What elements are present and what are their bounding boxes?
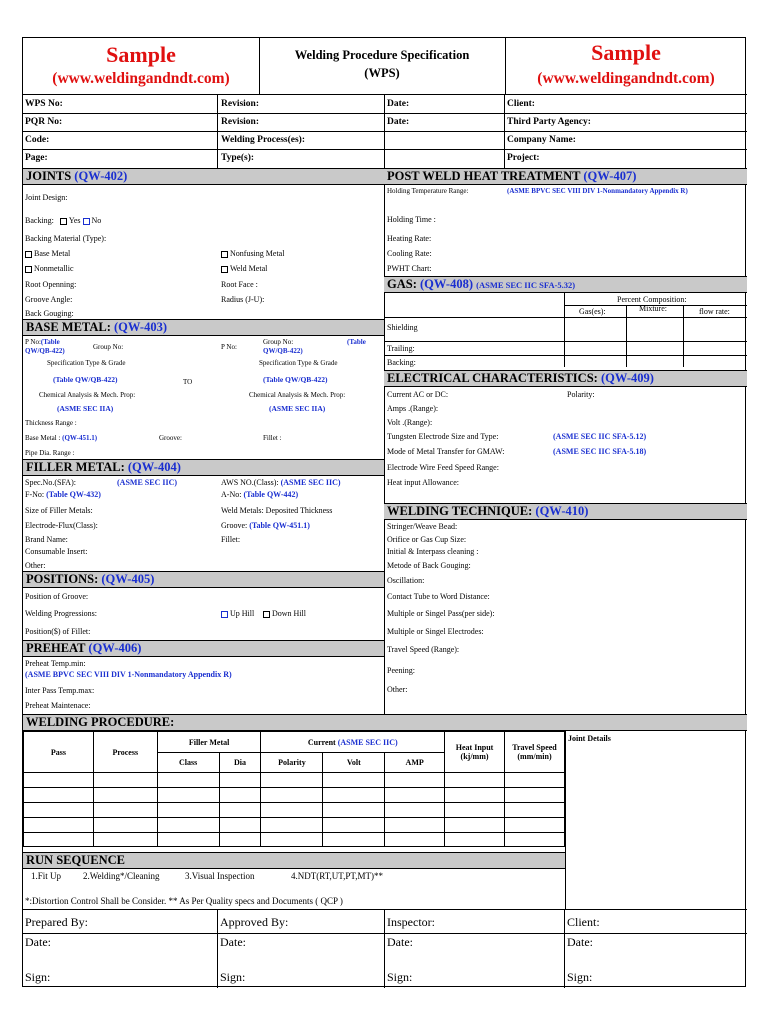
sign-label: Sign:: [387, 970, 413, 984]
aws-no-label: AWS NO.(Class): (ASME SEC IIC): [221, 478, 341, 487]
checkbox-icon[interactable]: [263, 611, 270, 618]
weld-metal-option[interactable]: Weld Metal: [221, 264, 267, 274]
dia-header: Dia: [219, 753, 261, 773]
interpass-label: Inter Pass Temp.max:: [25, 686, 95, 695]
amp-header: AMP: [385, 753, 445, 773]
filler-metal-header: Filler Metal: [157, 732, 261, 753]
process-header: Process: [93, 732, 157, 773]
code-label: Code:: [25, 135, 50, 145]
shielding-label: Shielding: [387, 323, 418, 332]
checkbox-icon[interactable]: [83, 218, 90, 225]
base-metal-thk-label: Base Metal : (QW-451.1): [25, 434, 98, 442]
types-label: Type(s):: [221, 153, 255, 163]
date-label: Date:: [567, 935, 593, 949]
sequence-step: 2.Welding*/Cleaning: [83, 871, 160, 881]
sequence-step: 4.NDT(RT,UT,PT,MT)**: [291, 871, 383, 881]
sequence-step: 3.Visual Inspection: [185, 871, 255, 881]
heat-input-header: Heat Input (kj/mm): [445, 732, 505, 773]
p-no-table-ref: QW/QB-422): [25, 347, 65, 355]
date-label: Date:: [220, 935, 246, 949]
down-hill-option[interactable]: Down Hill: [263, 609, 306, 619]
sign-label: Sign:: [567, 970, 593, 984]
page-label: Page:: [25, 153, 48, 163]
orifice-label: Orifice or Gas Cup Size:: [387, 535, 467, 544]
root-opening-label: Root Openning:: [25, 280, 77, 289]
pipe-dia-label: Pipe Dia. Range :: [25, 449, 75, 457]
p-no-label: P No:(Table: [25, 338, 60, 346]
url-right: (www.weldingandndt.com): [537, 70, 715, 87]
sample-right: Sample: [591, 40, 661, 65]
group-no-label: Group No:: [93, 343, 124, 351]
procedure-table: [23, 731, 565, 847]
flux-class-label: Electrode-Flux(Class):: [25, 521, 98, 530]
form-title-line2: (WPS): [364, 66, 400, 80]
checkbox-icon[interactable]: [221, 611, 228, 618]
polarity-header: Polarity: [261, 753, 323, 773]
groove-label: Groove: (Table QW-451.1): [221, 521, 310, 530]
checkbox-icon[interactable]: [221, 251, 228, 258]
filler-metal-header: FILLER METAL: (QW-404): [23, 459, 384, 476]
table-row: [24, 803, 565, 818]
chem-label: Chemical Analysis & Mech. Prop:: [249, 391, 346, 399]
preheat-header: PREHEAT (QW-406): [23, 640, 384, 657]
percent-comp-label: Percent Composition:: [617, 295, 687, 304]
chem-label: Chemical Analysis & Mech. Prop:: [39, 391, 136, 399]
fillet-position-label: Position($) of Fillet:: [25, 627, 91, 636]
fillet-label: Fillet:: [221, 535, 241, 544]
preheat-maint-label: Preheat Maintenace:: [25, 701, 91, 710]
volt-header: Volt: [323, 753, 385, 773]
run-sequence-header: RUN SEQUENCE: [23, 852, 565, 869]
class-header: Class: [157, 753, 219, 773]
preheat-min-label: Preheat Temp.min:: [25, 659, 86, 668]
multi-pass-label: Multiple or Singel Pass(per side):: [387, 609, 495, 618]
joint-design-label: Joint Design:: [25, 193, 68, 202]
procedure-header: WELDING PROCEDURE:: [23, 714, 747, 731]
tungsten-label: Tungsten Electrode Size and Type:: [387, 432, 499, 441]
volt-label: Volt .(Range):: [387, 418, 433, 427]
joint-details-label: Joint Details: [568, 734, 611, 743]
groove-angle-label: Groove Angle:: [25, 295, 73, 304]
prepared-by-label: Prepared By:: [25, 915, 88, 929]
trailing-label: Trailing:: [387, 344, 415, 353]
base-metal-header: BASE METAL: (QW-403): [23, 319, 384, 336]
back-gouging-label: Back Gouging:: [25, 309, 74, 318]
group-table-ref: (Table: [347, 338, 366, 346]
filler-size-label: Size of Filler Metals:: [25, 506, 93, 515]
revision-label: Revision:: [221, 117, 259, 127]
date-label: Date:: [387, 99, 410, 109]
group-no-label: Group No:: [263, 338, 294, 346]
gas-backing-label: Backing:: [387, 358, 416, 367]
back-gouging-method-label: Metode of Back Gouging:: [387, 561, 471, 570]
electrical-header: ELECTRICAL CHARACTERISTICS: (QW-409): [384, 370, 747, 387]
transfer-mode-label: Mode of Metal Transfer for GMAW:: [387, 447, 505, 456]
preheat-ref: (ASME BPVC SEC VIII DIV 1-Nonmandatory Appendix R): [25, 670, 232, 679]
sequence-step: 1.Fit Up: [31, 871, 62, 881]
checkbox-icon[interactable]: [25, 251, 32, 258]
up-hill-option[interactable]: Up Hill: [221, 609, 254, 619]
sign-label: Sign:: [220, 970, 246, 984]
positions-header: POSITIONS: (QW-405): [23, 571, 384, 588]
gases-label: Gas(es):: [579, 307, 606, 316]
welding-process-label: Welding Process(es):: [221, 135, 305, 145]
pwht-ref: (ASME BPVC SEC VIII DIV 1-Nonmandatory Appendix R): [507, 187, 688, 195]
sign-label: Sign:: [25, 970, 51, 984]
holding-time-label: Holding Time :: [387, 215, 436, 224]
contact-tube-label: Contact Tube to Word Distance:: [387, 592, 490, 601]
date-label: Date:: [387, 117, 410, 127]
nonmetallic-option[interactable]: Nonmetallic: [25, 264, 74, 274]
table-row: [24, 788, 565, 803]
checkbox-icon[interactable]: [60, 218, 67, 225]
groove-label: Groove:: [159, 434, 182, 442]
current-label: Current AC or DC:: [387, 390, 449, 399]
table-ref: (Table QW/QB-422): [263, 375, 328, 384]
sample-left: Sample: [106, 42, 176, 67]
project-label: Project:: [507, 153, 540, 163]
oscillation-label: Oscillation:: [387, 576, 425, 585]
peening-label: Peening:: [387, 666, 415, 675]
third-party-label: Third Party Agency:: [507, 117, 591, 127]
consumable-label: Consumable Insert:: [25, 547, 88, 556]
wire-feed-label: Electrode Wire Feed Speed Range:: [387, 463, 499, 472]
date-label: Date:: [387, 935, 413, 949]
group-table-ref: QW/QB-422): [263, 347, 303, 355]
client-signoff-label: Client:: [567, 915, 600, 929]
table-row: [24, 818, 565, 833]
heat-input-label: Heat input Allowance:: [387, 478, 459, 487]
form-title-line1: Welding Procedure Specification: [294, 48, 470, 62]
stringer-label: Stringer/Weave Bead:: [387, 522, 458, 531]
travel-speed-label: Travel Speed (Range):: [387, 645, 460, 654]
revision-label: Revision:: [221, 99, 259, 109]
table-row: [24, 773, 565, 788]
technique-other-label: Other:: [387, 685, 408, 694]
cooling-rate-label: Cooling Rate:: [387, 249, 432, 258]
heating-rate-label: Heating Rate:: [387, 234, 432, 243]
thickness-label: Thickness Range :: [25, 419, 77, 427]
pwht-header: POST WELD HEAT TREATMENT (QW-407): [384, 168, 747, 185]
polarity-label: Polarity:: [567, 390, 595, 399]
spec-type-label: Specification Type & Grade: [47, 359, 126, 367]
root-face-label: Root Face :: [221, 280, 258, 289]
distortion-note: *:Distortion Control Shall be Consider. ** As Per Quality specs and Documents ( QCP ): [25, 896, 343, 906]
asme-ref: (ASME SEC IIA): [269, 404, 326, 413]
backing-material-label: Backing Material (Type):: [25, 234, 107, 243]
cleaning-label: Initial & Interpass cleaning :: [387, 547, 479, 556]
brand-name-label: Brand Name:: [25, 535, 68, 544]
spec-type-label: Specification Type & Grade: [259, 359, 338, 367]
travel-speed-header: Travel Speed (mm/min): [505, 732, 565, 773]
inspector-label: Inspector:: [387, 915, 435, 929]
checkbox-icon[interactable]: [221, 266, 228, 273]
radius-label: Radius (J-U):: [221, 295, 265, 304]
p-no-label: P No:: [221, 343, 237, 351]
wps-no-label: WPS No:: [25, 99, 63, 109]
base-metal-option[interactable]: Base Metal: [25, 249, 70, 259]
asme-ref: (ASME SEC IIC): [117, 478, 178, 487]
to-label: TO: [183, 378, 193, 386]
a-no-label: A-No: (Table QW-442): [221, 490, 299, 499]
spec-no-label: Spec.No.(SFA):: [25, 478, 76, 487]
tungsten-ref: (ASME SEC IIC SFA-5.12): [553, 432, 647, 441]
multi-electrode-label: Multiple or Singel Electrodes:: [387, 627, 484, 636]
current-header: Current (ASME SEC IIC): [261, 732, 445, 753]
weld-metals-label: Weld Metals: Deposited Thickness: [221, 506, 333, 515]
pass-header: Pass: [24, 732, 94, 773]
table-ref: (Table QW/QB-422): [53, 375, 118, 384]
mixture-label: Mixture:: [639, 304, 667, 313]
nonfusing-option[interactable]: Nonfusing Metal: [221, 249, 284, 259]
backing-label: Backing: Yes No: [25, 216, 102, 225]
f-no-label: F-No: (Table QW-432): [25, 490, 101, 499]
table-row: [24, 833, 565, 847]
groove-position-label: Position of Groove:: [25, 592, 89, 601]
technique-header: WELDING TECHNIQUE: (QW-410): [384, 503, 747, 520]
approved-by-label: Approved By:: [220, 915, 289, 929]
other-label: Other:: [25, 561, 46, 570]
date-label: Date:: [25, 935, 51, 949]
transfer-ref: (ASME SEC IIC SFA-5.18): [553, 447, 647, 456]
pqr-no-label: PQR No:: [25, 117, 63, 127]
checkbox-icon[interactable]: [25, 266, 32, 273]
company-label: Company Name:: [507, 135, 576, 145]
client-label: Client:: [507, 99, 535, 109]
wps-form: [22, 37, 746, 987]
progression-label: Welding Progressions:: [25, 609, 98, 618]
gas-header: GAS: (QW-408) (ASME SEC IIC SFA-5.32): [384, 276, 747, 293]
joints-header: JOINTS (QW-402): [23, 168, 384, 185]
url-left: (www.weldingandndt.com): [52, 70, 230, 87]
amps-label: Amps .(Range):: [387, 404, 439, 413]
fillet-label: Fillet :: [263, 434, 282, 442]
pwht-chart-label: PWHT Chart:: [387, 264, 432, 273]
asme-ref: (ASME SEC IIA): [57, 404, 114, 413]
holding-temp-label: Holding Temperature Range:: [387, 187, 469, 195]
flow-rate-label: flow rate:: [699, 307, 730, 316]
